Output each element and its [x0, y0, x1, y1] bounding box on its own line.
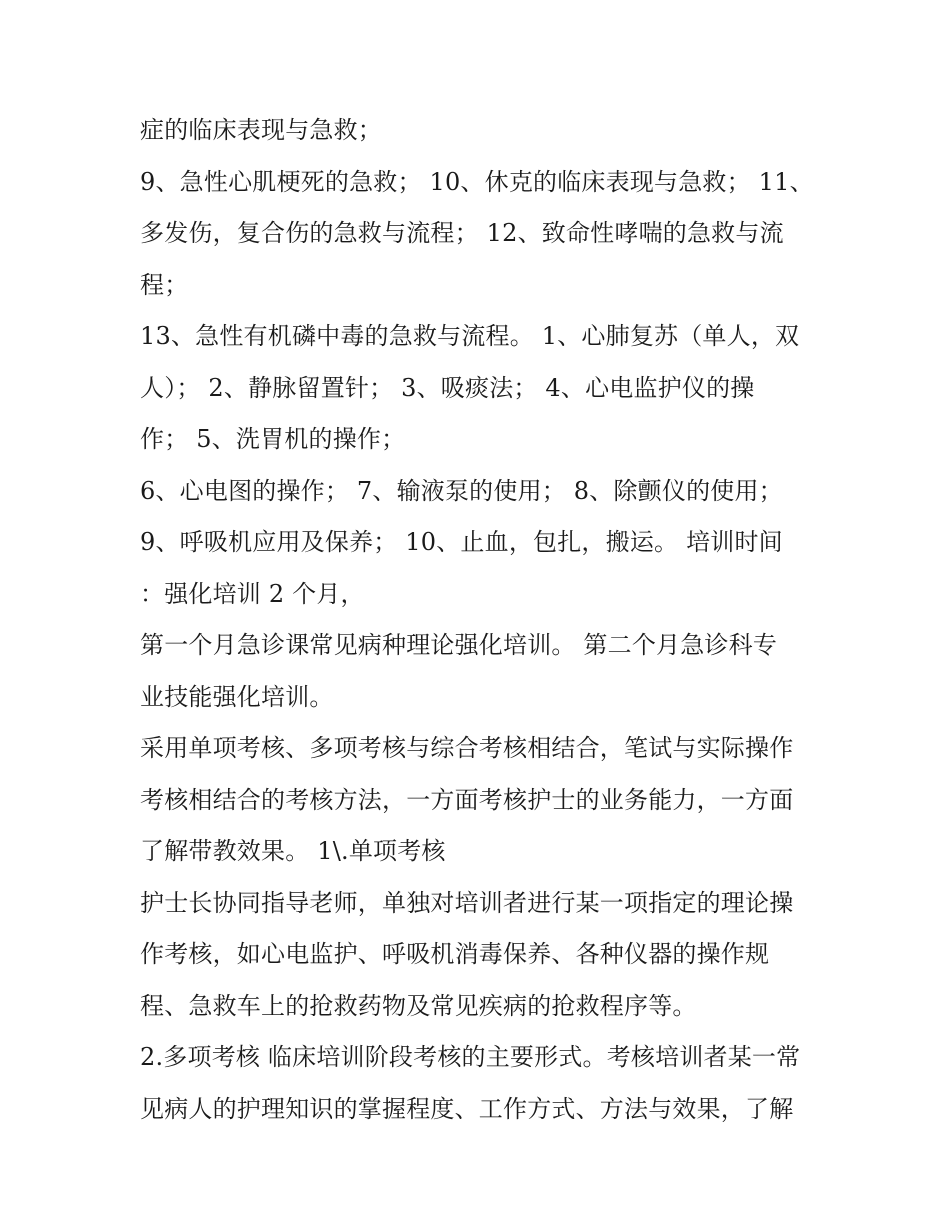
text-line: 症的临床表现与急救； [140, 116, 382, 144]
text-line: 多发伤，复合伤的急救与流程； 12、致命性哮喘的急救与流 [140, 219, 784, 247]
text-line: 护士长协同指导老师，单独对培训者进行某一项指定的理论操 [140, 888, 794, 917]
text-line: 人）； 2、静脉留置针； 3、吸痰法； 4、心电监护仪的操 [140, 373, 755, 402]
text-line: 9、急性心肌梗死的急救； 10、休克的临床表现与急救； 11、 [140, 167, 814, 196]
text-line: 13、急性有机磷中毒的急救与流程。 1、心肺复苏（单人，双 [140, 322, 800, 350]
text-line: ：强化培训 2 个月， [140, 579, 365, 608]
text-line: 考核相结合的考核方法，一方面考核护士的业务能力，一方面 [140, 785, 794, 814]
text-line: 作； 5、洗胃机的操作； [140, 425, 406, 453]
text-line: 9、呼吸机应用及保养； 10、止血，包扎，搬运。 培训时间 [140, 528, 783, 556]
text-line: 业技能强化培训。 [140, 682, 334, 711]
text-line: 6、心电图的操作； 7、输液泵的使用； 8、除颤仪的使用； [140, 476, 783, 505]
text-line: 了解带教效果。 1\.单项考核 [140, 837, 446, 865]
text-line: 作考核，如心电监护、呼吸机消毒保养、各种仪器的操作规 [140, 940, 770, 968]
text-line: 2.多项考核 临床培训阶段考核的主要形式。考核培训者某一常 [140, 1043, 801, 1071]
text-line: 第一个月急诊课常见病种理论强化培训。 第二个月急诊科专 [140, 631, 778, 659]
text-line: 见病人的护理知识的掌握程度、工作方式、方法与效果，了解 [140, 1094, 794, 1123]
body-text [140, 105, 830, 1135]
text-line: 采用单项考核、多项考核与综合考核相结合，笔试与实际操作 [140, 734, 794, 762]
text-line: 程； [140, 270, 189, 299]
text-line: 程、急救车上的抢救药物及常见疾病的抢救程序等。 [140, 991, 697, 1020]
